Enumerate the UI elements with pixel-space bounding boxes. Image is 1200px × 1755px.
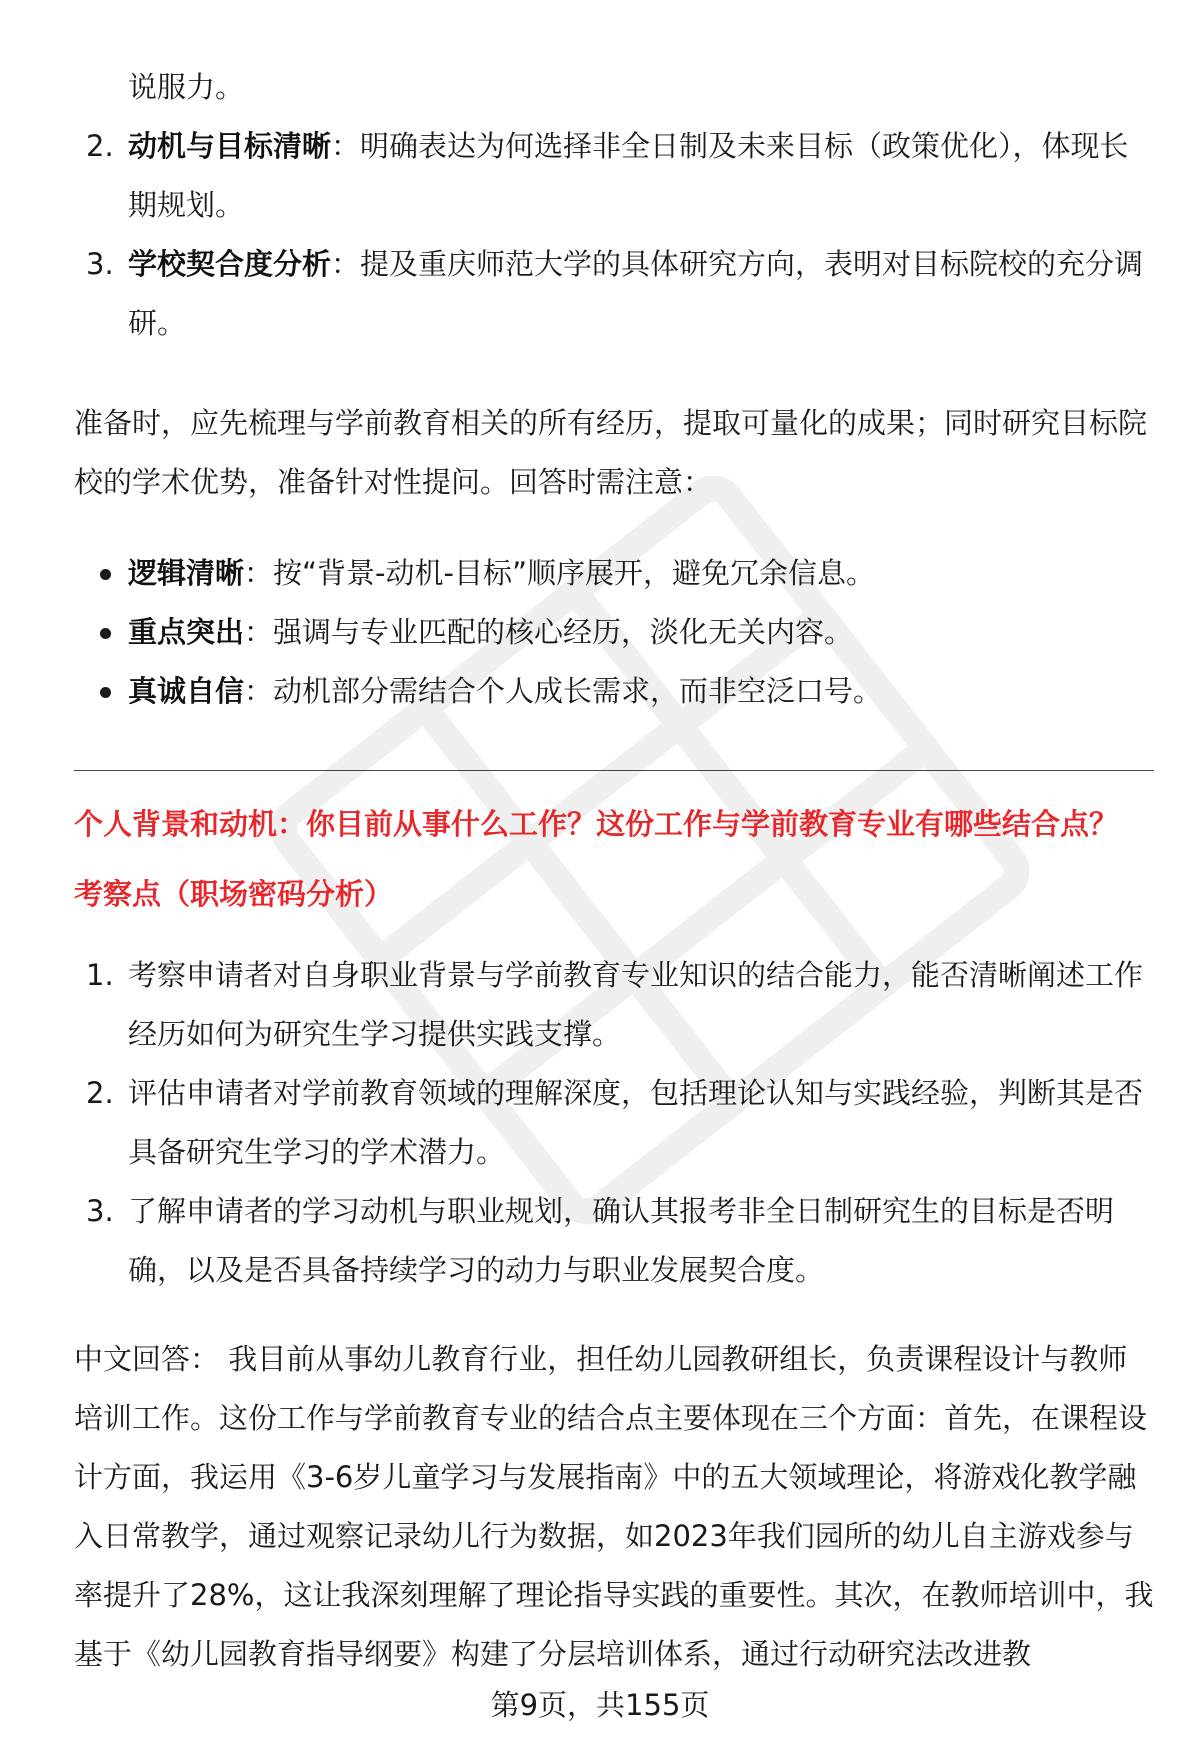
intro-line: 说服力。	[128, 70, 245, 104]
list-item	[74, 662, 1154, 721]
list-item-text: ：明确表达为何选择非全日制及未来目标（政策优化），体现长期规划。	[128, 129, 1129, 222]
list-item-text: ：强调与专业匹配的核心经历，淡化无关内容。	[244, 615, 854, 649]
exam-points-list	[74, 946, 1154, 1300]
list-item-bold: 重点突出	[128, 615, 245, 649]
bullet-icon	[100, 628, 111, 639]
tips-list	[74, 544, 1154, 721]
list-item	[74, 544, 1154, 603]
list-item	[74, 1182, 1154, 1300]
criteria-list	[74, 117, 1154, 353]
list-item-text: 了解申请者的学习动机与职业规划，确认其报考非全日制研究生的目标是否明确，以及是否具备持续学习的动力与职业发展契合度。	[128, 1194, 1115, 1287]
list-item-text: ：提及重庆师范大学的具体研究方向，表明对目标院校的充分调研。	[128, 247, 1144, 340]
prep-paragraph: 准备时，应先梳理与学前教育相关的所有经历，提取可量化的成果；同时研究目标院校的学术优势，准备针对性提问。回答时需注意：	[74, 406, 1148, 499]
list-number: 3.	[86, 1194, 114, 1228]
list-number: 2.	[86, 129, 114, 163]
list-item-bold: 动机与目标清晰	[128, 129, 332, 163]
list-item-text: ：动机部分需结合个人成长需求，而非空泛口号。	[244, 674, 883, 708]
list-item-bold: 真诚自信	[128, 674, 245, 708]
list-item-text: 考察申请者对自身职业背景与学前教育专业知识的结合能力，能否清晰阐述工作经历如何为研究生学习提供实践支撑。	[128, 958, 1144, 1051]
list-item-bold: 逻辑清晰	[128, 556, 245, 590]
list-number: 1.	[86, 958, 114, 992]
page-footer: 第9页，共155页	[490, 1688, 710, 1722]
list-item-bold: 学校契合度分析	[128, 247, 332, 281]
list-item	[74, 603, 1154, 662]
list-item-text: ：按“背景-动机-目标”顺序展开，避免冗余信息。	[244, 556, 875, 590]
list-number: 3.	[86, 247, 114, 281]
list-item	[74, 117, 1154, 235]
bullet-icon	[100, 569, 111, 580]
list-item	[74, 1064, 1154, 1182]
answer-paragraph: 中文回答： 我目前从事幼儿教育行业，担任幼儿园教研组长，负责课程设计与教师培训工作。这份工作与学前教育专业的结合点主要体现在三个方面：首先，在课程设计方面，我运用《3-6岁儿童学习与发展指南》中的五大领域理论，将游戏化教学融入日常教学，通过观察记录幼儿行为数据，如2023年我们园所的幼儿自主游戏参与率提升了28%，这让我深刻理解了理论指导实践的重要性。其次，在教师培训中，我基于《幼儿园教育指导纲要》构建了分层培训体系，通过行动研究法改进教	[74, 1342, 1154, 1671]
exam-heading: 考察点（职场密码分析）	[74, 877, 394, 911]
bullet-icon	[100, 687, 111, 698]
section-divider	[74, 770, 1154, 771]
list-item-text: 评估申请者对学前教育领域的理解深度，包括理论认知与实践经验，判断其是否具备研究生学习的学术潜力。	[128, 1076, 1144, 1169]
question-heading: 个人背景和动机：你目前从事什么工作？这份工作与学前教育专业有哪些结合点？	[74, 807, 1119, 841]
list-number: 2.	[86, 1076, 114, 1110]
list-item	[74, 946, 1154, 1064]
list-item	[74, 235, 1154, 353]
